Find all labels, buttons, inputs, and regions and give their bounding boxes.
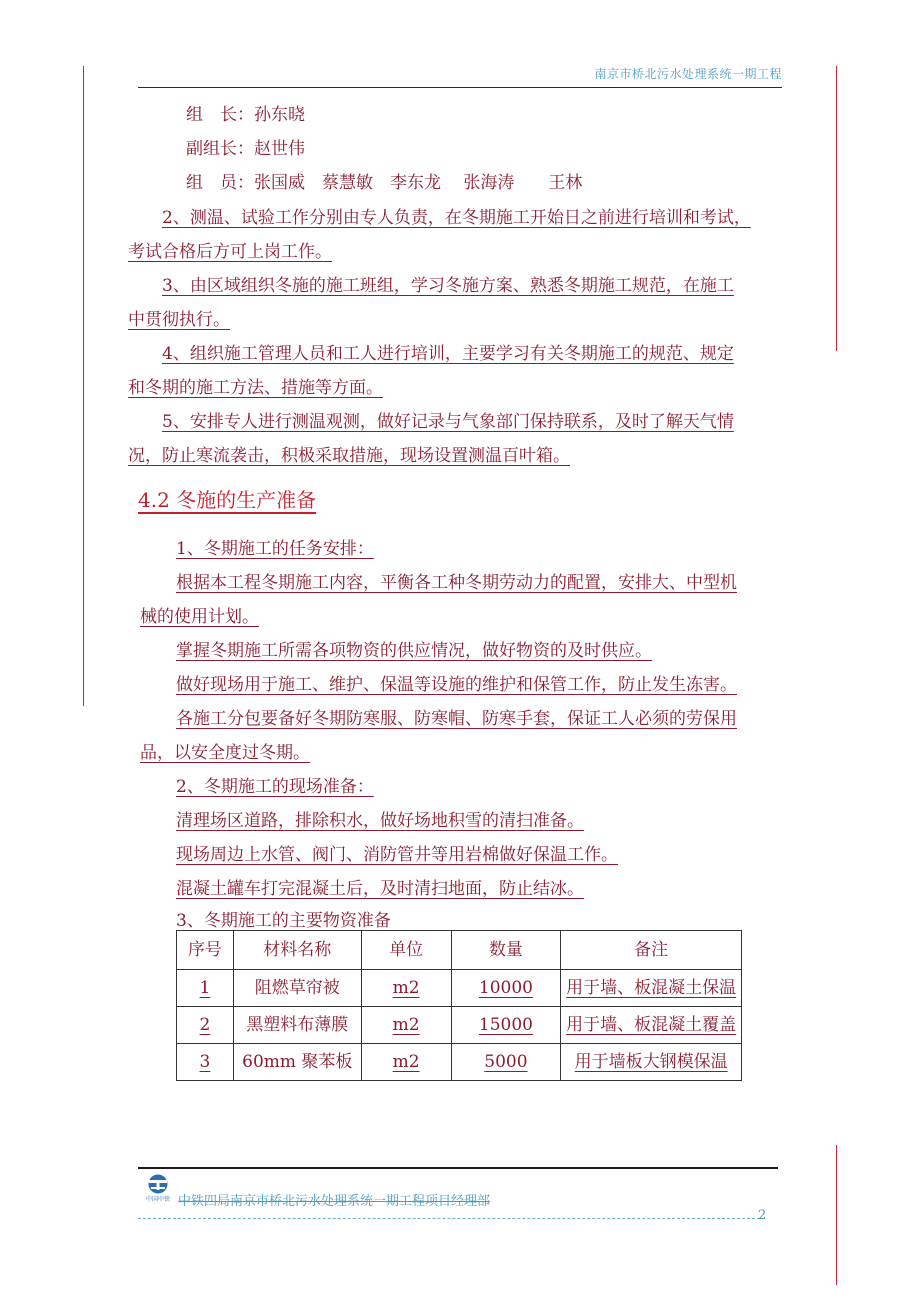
item-5-line-1: 5、安排专人进行测温观测，做好记录与气象部门保持联系，及时了解天气情 xyxy=(162,412,734,432)
company-logo-icon xyxy=(140,1173,176,1203)
cell-unit: m2 xyxy=(361,1044,451,1081)
sub1-p1-line-1: 根据本工程冬期施工内容，平衡各工种冬期劳动力的配置，安排大、中型机 xyxy=(176,573,737,593)
sub2-heading: 2、冬期施工的现场准备： xyxy=(176,777,374,797)
footer-dashed-rule xyxy=(138,1218,760,1219)
right-margin-line-bottom xyxy=(836,1145,837,1285)
cell-note: 用于墙板大钢模保温 xyxy=(561,1044,742,1081)
item-4-line-2: 和冬期的施工方法、措施等方面。 xyxy=(128,378,383,398)
sub1-p4-line-2: 品，以安全度过冬期。 xyxy=(140,743,310,763)
table-header-row xyxy=(177,931,742,970)
cell-name: 黑塑料布薄膜 xyxy=(233,1007,361,1044)
sub1-p3: 做好现场用于施工、维护、保温等设施的维护和保管工作，防止发生冻害。 xyxy=(176,675,737,695)
team-leader: 组 长：孙东晓 xyxy=(186,105,305,125)
right-margin-line-top xyxy=(836,66,837,351)
sub1-p1-line-2: 械的使用计划。 xyxy=(140,607,259,627)
sub1-heading: 1、冬期施工的任务安排： xyxy=(176,539,374,559)
sub2-p3: 混凝土罐车打完混凝土后，及时清扫地面，防止结冰。 xyxy=(176,879,584,899)
col-header-name: 材料名称 xyxy=(233,931,361,970)
cell-unit: m2 xyxy=(361,970,451,1007)
item-5-line-2: 况，防止寒流袭击，积极采取措施，现场设置测温百叶箱。 xyxy=(128,446,570,466)
cell-name: 60mm 聚苯板 xyxy=(233,1044,361,1081)
footer-text: 中铁四局南京市桥北污水处理系统一期工程项目经理部 xyxy=(178,1194,491,1209)
cell-note: 用于墙、板混凝土覆盖 xyxy=(561,1007,742,1044)
header-rule xyxy=(138,87,782,88)
item-2-line-2: 考试合格后方可上岗工作。 xyxy=(128,242,332,262)
cell-qty: 15000 xyxy=(451,1007,561,1044)
cell-no: 1 xyxy=(177,970,234,1007)
cell-qty: 5000 xyxy=(451,1044,561,1081)
item-3-line-2: 中贯彻执行。 xyxy=(128,310,230,330)
sub1-p4-line-1: 各施工分包要备好冬期防寒服、防寒帽、防寒手套，保证工人必须的劳保用 xyxy=(176,709,737,729)
left-margin-line xyxy=(83,66,84,706)
page-number: 2 xyxy=(758,1208,767,1223)
logo-text: 中国中铁 xyxy=(145,1196,171,1203)
sub3-heading: 3、冬期施工的主要物资准备 xyxy=(176,911,391,931)
sub2-p1: 清理场区道路，排除积水，做好场地积雪的清扫准备。 xyxy=(176,811,584,831)
cell-no: 3 xyxy=(177,1044,234,1081)
table-row xyxy=(177,970,742,1007)
col-header-no: 序号 xyxy=(177,931,234,970)
cell-name: 阻燃草帘被 xyxy=(233,970,361,1007)
team-deputy: 副组长：赵世伟 xyxy=(186,139,305,159)
header-title: 南京市桥北污水处理系统一期工程 xyxy=(594,67,782,81)
cell-note: 用于墙、板混凝土保温 xyxy=(561,970,742,1007)
item-4-line-1: 4、组织施工管理人员和工人进行培训，主要学习有关冬期施工的规范、规定 xyxy=(162,344,734,364)
cell-unit: m2 xyxy=(361,1007,451,1044)
footer-rule xyxy=(138,1167,778,1169)
cell-qty: 10000 xyxy=(451,970,561,1007)
cell-no: 2 xyxy=(177,1007,234,1044)
table-row xyxy=(177,1044,742,1081)
team-members: 组 员：张国威 蔡慧敏 李东龙 张海涛 王林 xyxy=(186,173,583,193)
col-header-note: 备注 xyxy=(561,931,742,970)
materials-table xyxy=(176,930,742,1081)
sub2-p2: 现场周边上水管、阀门、消防管井等用岩棉做好保温工作。 xyxy=(176,845,618,865)
section-title: 4.2 冬施的生产准备 xyxy=(138,488,317,512)
item-3-line-1: 3、由区域组织冬施的施工班组，学习冬施方案、熟悉冬期施工规范，在施工 xyxy=(162,276,734,296)
item-2-line-1: 2、测温、试验工作分别由专人负责，在冬期施工开始日之前进行培训和考试， xyxy=(162,208,751,228)
sub1-p2: 掌握冬期施工所需各项物资的供应情况，做好物资的及时供应。 xyxy=(176,641,652,661)
col-header-qty: 数量 xyxy=(451,931,561,970)
col-header-unit: 单位 xyxy=(361,931,451,970)
table-row xyxy=(177,1007,742,1044)
